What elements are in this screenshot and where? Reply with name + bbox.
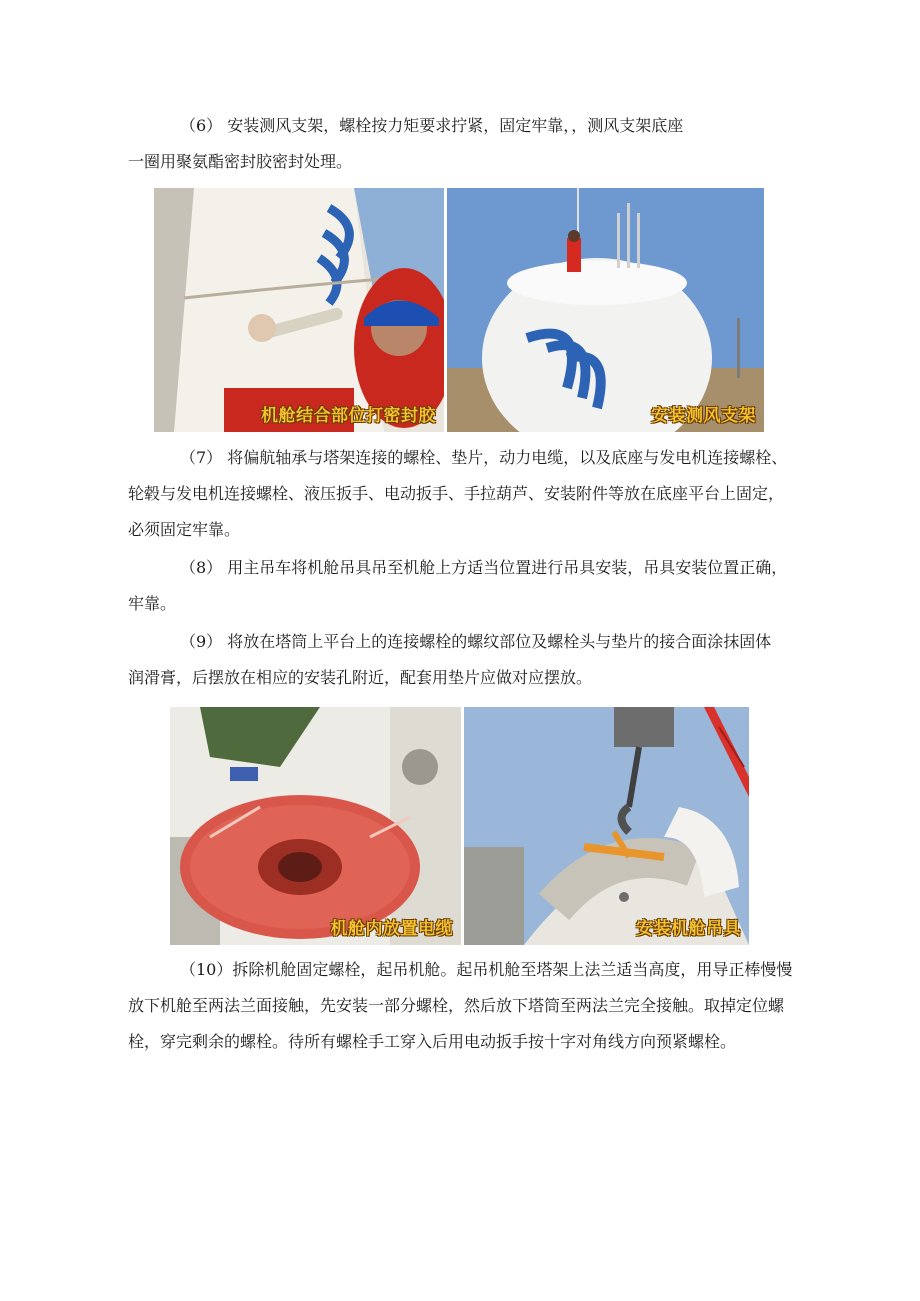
paragraph-line: 轮毂与发电机连接螺栓、液压扳手、电动扳手、手拉葫芦、安装附件等放在底座平台上固定， bbox=[128, 484, 785, 503]
photo-cable-in-nacelle bbox=[170, 707, 461, 945]
photo-caption: 安装机舱吊具 bbox=[636, 919, 741, 939]
sealing-photo-illustration bbox=[154, 188, 444, 432]
photo-row-1 bbox=[154, 188, 764, 432]
paragraph-line: （10）拆除机舱固定螺栓，起吊机舱。起吊机舱至塔架上法兰适当高度，用导正棒慢慢 bbox=[180, 960, 793, 979]
paragraph-7 bbox=[128, 440, 840, 548]
photo-wind-sensor-bracket bbox=[447, 188, 764, 432]
paragraph-line: （9） 将放在塔筒上平台上的连接螺栓的螺纹部位及螺栓头与垫片的接合面涂抹固体 bbox=[180, 632, 772, 651]
paragraph-10 bbox=[128, 952, 840, 1060]
photo-sealing-nacelle bbox=[154, 188, 444, 432]
paragraph-8 bbox=[128, 550, 840, 622]
paragraph-line: 放下机舱至两法兰面接触，先安装一部分螺栓，然后放下塔筒至两法兰完全接触。取掉定位螺 bbox=[128, 996, 785, 1015]
paragraph-9 bbox=[128, 624, 840, 696]
paragraph-line: 必须固定牢靠。 bbox=[128, 520, 241, 539]
paragraph-line: 栓，穿完剩余的螺栓。待所有螺栓手工穿入后用电动扳手按十字对角线方向预紧螺栓。 bbox=[128, 1032, 737, 1051]
paragraph-line: 一圈用聚氨酯密封胶密封处理。 bbox=[128, 152, 353, 171]
photo-caption: 机舱内放置电缆 bbox=[330, 919, 453, 939]
paragraph-line: （8） 用主吊车将机舱吊具吊至机舱上方适当位置进行吊具安装，吊具安装位置正确， bbox=[180, 558, 788, 577]
photo-caption: 机舱结合部位打密封胶 bbox=[261, 406, 436, 426]
photo-row-2 bbox=[170, 707, 749, 945]
paragraph-line: 牢靠。 bbox=[128, 594, 177, 613]
cable-photo-illustration bbox=[170, 707, 461, 945]
paragraph-line: （7） 将偏航轴承与塔架连接的螺栓、垫片，动力电缆，以及底座与发电机连接螺栓、 bbox=[180, 448, 788, 467]
wind-bracket-photo-illustration bbox=[447, 188, 764, 432]
paragraph-line: （6） 安装测风支架，螺栓按力矩要求拧紧，固定牢靠，，测风支架底座 bbox=[180, 116, 684, 135]
lifting-tool-photo-illustration bbox=[464, 707, 749, 945]
photo-caption: 安装测风支架 bbox=[651, 406, 756, 426]
paragraph-6 bbox=[128, 108, 840, 180]
paragraph-line: 润滑膏，后摆放在相应的安装孔附近，配套用垫片应做对应摆放。 bbox=[128, 668, 593, 687]
photo-nacelle-lifting-tool bbox=[464, 707, 749, 945]
